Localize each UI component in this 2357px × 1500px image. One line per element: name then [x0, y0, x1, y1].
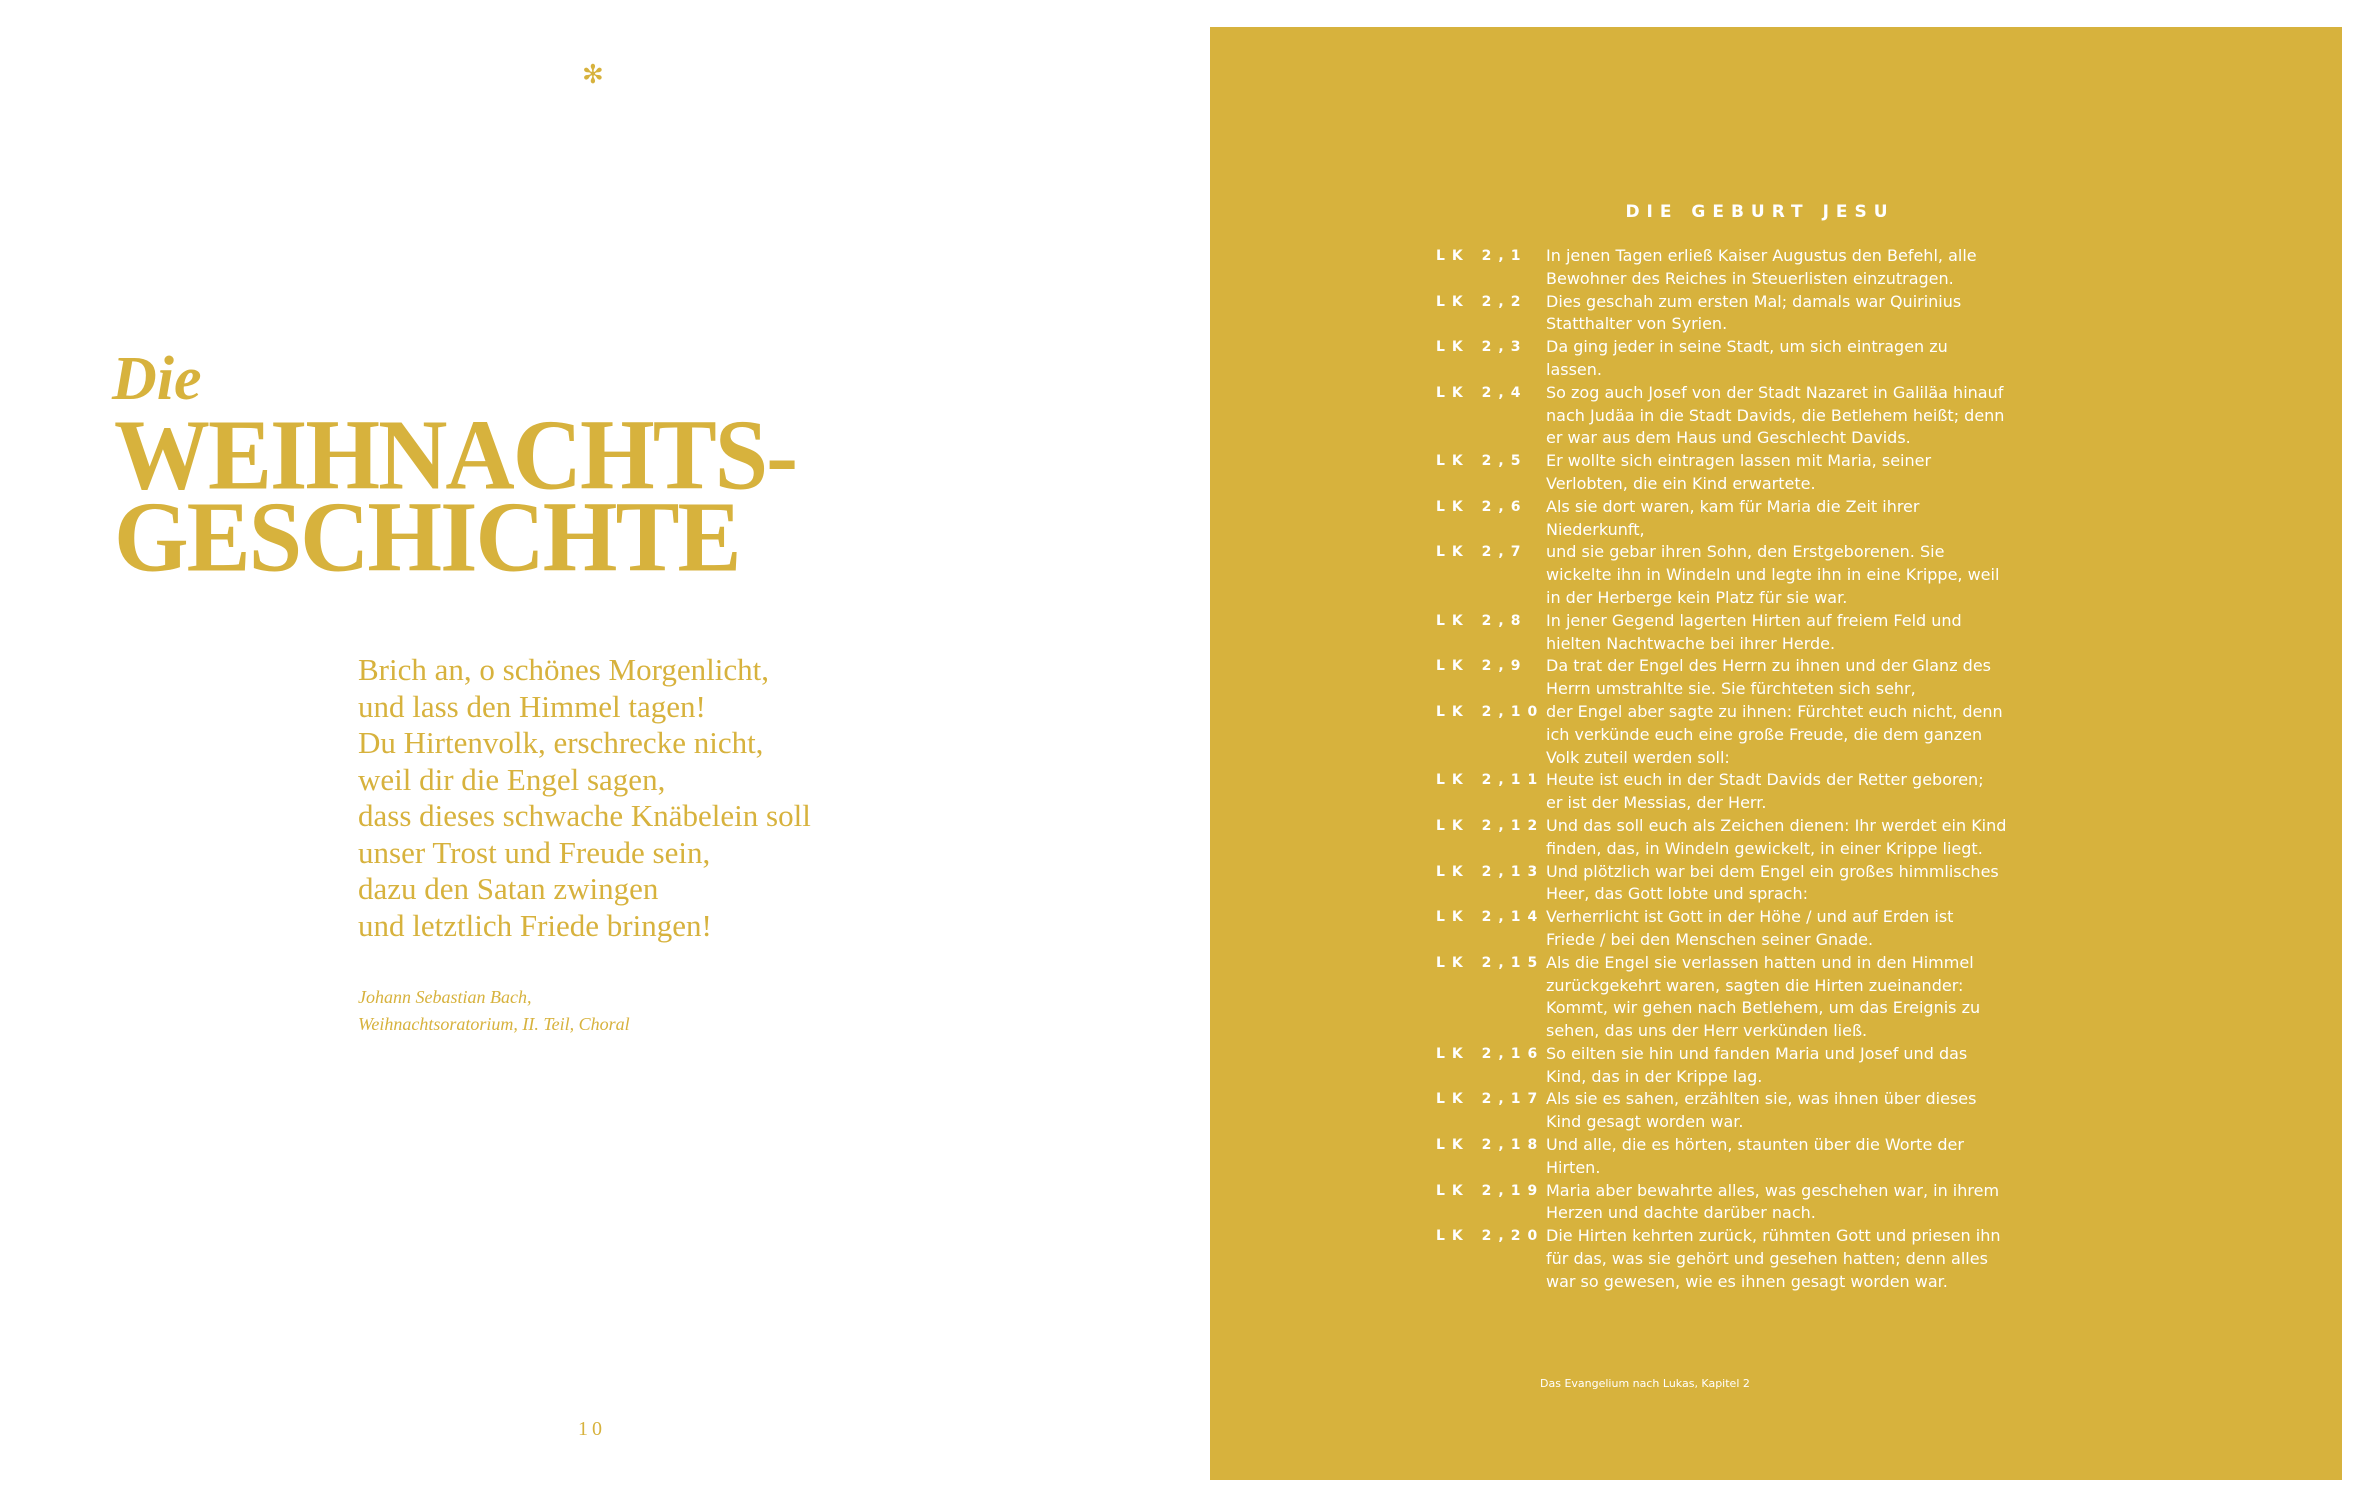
- verse-row: [1436, 382, 2056, 450]
- verse-row: [1436, 610, 2056, 656]
- verse-row: [1436, 541, 2056, 609]
- verse-reference: LK 2,2: [1436, 293, 1528, 310]
- verse-text: [1546, 1043, 2056, 1089]
- verse-line: Da ging jeder in seine Stadt, um sich eintragen zu: [1546, 337, 1948, 357]
- verse-row: [1436, 1225, 2056, 1293]
- verse-line: und sie gebar ihren Sohn, den Erstgeborenen. Sie: [1546, 542, 1945, 562]
- verse-row: [1436, 906, 2056, 952]
- source-note: Das Evangelium nach Lukas, Kapitel 2: [1540, 1377, 1750, 1390]
- verse-line: Er wollte sich eintragen lassen mit Maria, seiner: [1546, 451, 1932, 471]
- verse-line: Statthalter von Syrien.: [1546, 314, 1728, 334]
- verse-reference: LK 2,8: [1436, 612, 1528, 629]
- verse-line: Als sie es sahen, erzählten sie, was ihnen über dieses: [1546, 1089, 1977, 1109]
- verse-reference: LK 2,14: [1436, 909, 1545, 926]
- right-page-panel: [1210, 27, 2342, 1480]
- verse-reference: LK 2,10: [1436, 703, 1545, 720]
- verse-line: Verlobten, die ein Kind erwartete.: [1546, 473, 1816, 493]
- verse-line: Hirten.: [1546, 1157, 1601, 1177]
- title-line-1: WEIHNACHTS-: [114, 398, 797, 511]
- verse-row: [1436, 701, 2056, 769]
- poem-line: Brich an, o schönes Morgenlicht,: [358, 652, 769, 687]
- verse-reference: LK 2,1: [1436, 248, 1528, 264]
- verse-line: Verherrlicht ist Gott in der Höhe / und auf Erden ist: [1546, 907, 1954, 927]
- verse-line: sehen, das uns der Herr verkünden ließ.: [1546, 1021, 1868, 1041]
- verse-text: [1546, 336, 2056, 382]
- verse-row: [1436, 1043, 2056, 1089]
- poem-line: Du Hirtenvolk, erschrecke nicht,: [358, 725, 764, 760]
- verse-row: [1436, 861, 2056, 907]
- poem-line: und letztlich Friede bringen!: [358, 907, 712, 943]
- verse-text: [1546, 245, 2056, 291]
- verse-line: für das, was sie gehört und gesehen hatten; denn alles: [1546, 1249, 1988, 1269]
- verse-reference: LK 2,20: [1436, 1228, 1545, 1245]
- verse-text: [1546, 496, 2056, 542]
- verse-row: [1436, 769, 2056, 815]
- verse-line: Herrn umstrahlte sie. Sie fürchteten sich sehr,: [1546, 679, 1916, 699]
- verse-text: [1546, 701, 2056, 769]
- verse-row: [1436, 655, 2056, 701]
- verse-reference: LK 2,9: [1436, 658, 1528, 675]
- verse-text: [1546, 382, 2056, 450]
- verse-text: [1546, 1088, 2056, 1134]
- verse-line: Kind gesagt worden war.: [1546, 1112, 1744, 1132]
- verse-list: [1436, 245, 2056, 1294]
- poem-line: unser Trost und Freude sein,: [358, 834, 711, 870]
- verse-line: hielten Nachtwache bei ihrer Herde.: [1546, 633, 1836, 653]
- verse-line: Kommt, wir gehen nach Betlehem, um das Ereignis zu: [1546, 998, 1981, 1018]
- verse-reference: LK 2,13: [1436, 863, 1545, 880]
- verse-text: [1546, 815, 2056, 861]
- verse-line: wickelte ihn in Windeln und legte ihn in eine Krippe, weil: [1546, 565, 2000, 585]
- verse-reference: LK 2,6: [1436, 498, 1528, 515]
- verse-text: [1546, 541, 2056, 609]
- verse-row: [1436, 245, 2056, 291]
- verse-line: Volk zuteil werden soll:: [1546, 747, 1730, 767]
- verse-reference: LK 2,16: [1436, 1045, 1545, 1062]
- poem: [358, 652, 1058, 944]
- verse-row: [1436, 336, 2056, 382]
- verse-text: [1546, 1180, 2056, 1226]
- verse-text: [1546, 952, 2056, 1043]
- verse-line: er war aus dem Haus und Geschlecht Davids.: [1546, 428, 1911, 448]
- verse-reference: LK 2,7: [1436, 544, 1528, 561]
- verse-reference: LK 2,17: [1436, 1091, 1545, 1108]
- verse-reference: LK 2,19: [1436, 1182, 1545, 1199]
- title-die: Die: [112, 345, 202, 413]
- verse-line: Und plötzlich war bei dem Engel ein großes himmlisches: [1546, 861, 1999, 881]
- verse-line: Friede / bei den Menschen seiner Gnade.: [1546, 929, 1874, 949]
- verse-line: So zog auch Josef von der Stadt Nazaret in Galiläa hinauf: [1546, 382, 2004, 402]
- verse-text: [1546, 610, 2056, 656]
- verse-line: finden, das, in Windeln gewickelt, in einer Krippe liegt.: [1546, 838, 1983, 858]
- verse-row: [1436, 291, 2056, 337]
- verse-reference: LK 2,11: [1436, 772, 1545, 789]
- verse-line: Und alle, die es hörten, staunten über die Worte der: [1546, 1135, 1964, 1155]
- verse-line: er ist der Messias, der Herr.: [1546, 793, 1767, 813]
- verse-text: [1546, 906, 2056, 952]
- verse-line: Die Hirten kehrten zurück, rühmten Gott und priesen ihn: [1546, 1226, 2001, 1246]
- verse-line: Niederkunft,: [1546, 519, 1645, 539]
- verse-reference: LK 2,15: [1436, 954, 1545, 971]
- verse-line: Heer, das Gott lobte und sprach:: [1546, 884, 1808, 904]
- verse-line: Dies geschah zum ersten Mal; damals war Quirinius: [1546, 291, 1962, 311]
- verse-line: Herzen und dachte darüber nach.: [1546, 1203, 1816, 1223]
- verse-line: Maria aber bewahrte alles, was geschehen war, in ihrem: [1546, 1180, 2000, 1200]
- verse-line: Heute ist euch in der Stadt Davids der Retter geboren;: [1546, 770, 1984, 790]
- page-number: 10: [578, 1418, 606, 1440]
- poem-line: und lass den Himmel tagen!: [358, 688, 706, 724]
- verse-line: Kind, das in der Krippe lag.: [1546, 1066, 1763, 1086]
- verse-row: [1436, 496, 2056, 542]
- verse-line: In jener Gegend lagerten Hirten auf freiem Feld und: [1546, 610, 1962, 630]
- verse-text: [1546, 291, 2056, 337]
- verse-line: Bewohner des Reiches in Steuerlisten einzutragen.: [1546, 268, 1954, 288]
- verse-line: Und das soll euch als Zeichen dienen: Ihr werdet ein Kind: [1546, 815, 2007, 835]
- verse-line: ich verkünde euch eine große Freude, die dem ganzen: [1546, 724, 1983, 744]
- verse-line: lassen.: [1546, 359, 1602, 379]
- verse-reference: LK 2,12: [1436, 817, 1545, 834]
- attribution-line: Johann Sebastian Bach,: [358, 987, 532, 1007]
- verse-row: [1436, 952, 2056, 1043]
- verse-line: nach Judäa in die Stadt Davids, die Betlehem heißt; denn: [1546, 405, 2005, 425]
- verse-line: der Engel aber sagte zu ihnen: Fürchtet euch nicht, denn: [1546, 701, 2003, 721]
- verse-text: [1546, 769, 2056, 815]
- verse-row: [1436, 1134, 2056, 1180]
- section-heading: DIE GEBURT JESU: [1625, 202, 1895, 222]
- poem-attribution: [358, 984, 630, 1038]
- title-line-2: GESCHICHTE: [114, 480, 740, 593]
- page-title: [114, 398, 797, 593]
- verse-line: in der Herberge kein Platz für sie war.: [1546, 587, 1848, 607]
- verse-reference: LK 2,5: [1436, 453, 1528, 470]
- attribution-line: Weihnachtsoratorium, II. Teil, Choral: [358, 1014, 630, 1034]
- verse-text: [1546, 861, 2056, 907]
- verse-row: [1436, 450, 2056, 496]
- verse-text: [1546, 1225, 2056, 1293]
- poem-line: dass dieses schwache Knäbelein soll: [358, 798, 811, 833]
- verse-row: [1436, 1088, 2056, 1134]
- verse-reference: LK 2,3: [1436, 339, 1528, 356]
- verse-reference: LK 2,18: [1436, 1137, 1545, 1154]
- verse-line: zurückgekehrt waren, sagten die Hirten zueinander:: [1546, 975, 1964, 995]
- verse-reference: LK 2,4: [1436, 384, 1528, 401]
- verse-line: Als sie dort waren, kam für Maria die Zeit ihrer: [1546, 496, 1920, 516]
- poem-line: dazu den Satan zwingen: [358, 871, 659, 906]
- asterisk-ornament-icon: ✻: [582, 60, 604, 90]
- verse-line: war so gewesen, wie es ihnen gesagt worden war.: [1546, 1271, 1948, 1291]
- verse-text: [1546, 1134, 2056, 1180]
- verse-row: [1436, 1180, 2056, 1226]
- verse-text: [1546, 655, 2056, 701]
- verse-line: So eilten sie hin und fanden Maria und Josef und das: [1546, 1043, 1968, 1063]
- verse-row: [1436, 815, 2056, 861]
- verse-line: In jenen Tagen erließ Kaiser Augustus den Befehl, alle: [1546, 246, 1977, 265]
- poem-line: weil dir die Engel sagen,: [358, 761, 666, 797]
- verse-text: [1546, 450, 2056, 496]
- verse-line: Da trat der Engel des Herrn zu ihnen und der Glanz des: [1546, 656, 1992, 676]
- verse-line: Als die Engel sie verlassen hatten und in den Himmel: [1546, 952, 1974, 972]
